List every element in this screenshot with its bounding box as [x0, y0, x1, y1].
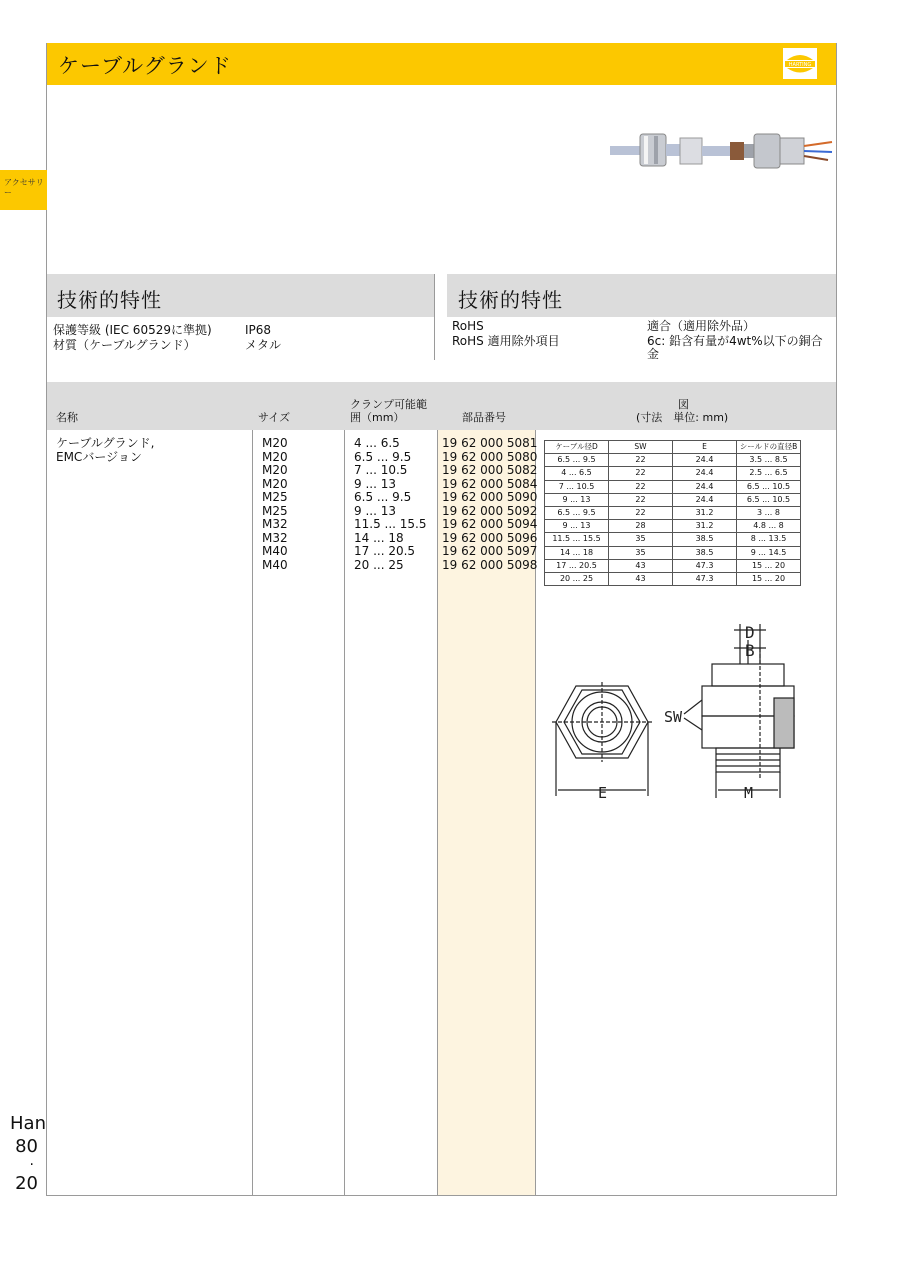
- technical-drawing: [548, 618, 808, 802]
- dims-cell: 22: [609, 493, 673, 506]
- dims-cell: 11.5 ... 15.5: [545, 533, 609, 546]
- size-cell: M40: [262, 544, 288, 558]
- size-column: [262, 437, 288, 572]
- dims-cell: 3.5 ... 8.5: [737, 454, 801, 467]
- dims-cell: 43: [609, 559, 673, 572]
- dims-cell: 38.5: [673, 533, 737, 546]
- dims-cell: 35: [609, 533, 673, 546]
- dims-row: [545, 533, 801, 546]
- part-number-cell: 19 62 000 5096: [442, 530, 538, 545]
- th-name: 名称: [56, 411, 78, 424]
- part-number-cell: 19 62 000 5081: [442, 436, 538, 450]
- part-number-cell: 19 62 000 5092: [442, 503, 538, 518]
- dims-cell: 9 ... 13: [545, 493, 609, 506]
- size-cell: M25: [262, 503, 288, 518]
- size-cell: M32: [262, 517, 288, 531]
- dims-cell: 24.4: [673, 454, 737, 467]
- dims-row: [545, 493, 801, 506]
- size-cell: M25: [262, 490, 288, 504]
- spec-right-label-2: RoHS 適用除外項目: [452, 334, 560, 348]
- th-size: サイズ: [258, 411, 291, 424]
- dims-row: [545, 506, 801, 519]
- dims-cell: 7 ... 10.5: [545, 480, 609, 493]
- dims-header-cell: ケーブル径D: [545, 441, 609, 454]
- dims-cell: 15 ... 20: [737, 572, 801, 585]
- size-cell: M40: [262, 557, 288, 572]
- clamp-cell: 6.5 ... 9.5: [354, 449, 412, 464]
- th-clamp-1: クランプ可能範: [350, 398, 427, 411]
- page-title: ケーブルグランド: [58, 54, 232, 78]
- clamp-cell: 9 ... 13: [354, 476, 396, 491]
- dims-cell: 43: [609, 572, 673, 585]
- clamp-cell: 4 ... 6.5: [354, 436, 400, 450]
- size-cell: M20: [262, 449, 288, 464]
- side-tab-label: アクセサリー: [4, 178, 44, 197]
- spec-left-value-1: IP68: [245, 323, 272, 337]
- spec-right-value-1: 適合（適用除外品）: [647, 319, 756, 333]
- clamp-cell: 9 ... 13: [354, 503, 396, 518]
- part-number-cell: 19 62 000 5082: [442, 463, 538, 477]
- clamp-cell: 17 ... 20.5: [354, 544, 416, 558]
- dims-cell: 4 ... 6.5: [545, 467, 609, 480]
- dims-cell: 8 ... 13.5: [737, 533, 801, 546]
- dims-cell: 47.3: [673, 559, 737, 572]
- spec-left-label-1: 保護等級 (IEC 60529に準拠): [53, 323, 212, 337]
- spec-left-value-2: メタル: [245, 338, 282, 352]
- th-part: 部品番号: [462, 411, 506, 424]
- svg-text:SW: SW: [664, 708, 683, 726]
- svg-text:E: E: [598, 784, 608, 802]
- dims-cell: 6.5 ... 10.5: [737, 480, 801, 493]
- page-number-line3: ·: [29, 1157, 34, 1173]
- part-number-cell: 19 62 000 5084: [442, 476, 538, 491]
- dims-cell: 38.5: [673, 546, 737, 559]
- dims-cell: 14 ... 18: [545, 546, 609, 559]
- part-number-cell: 19 62 000 5080: [442, 449, 538, 464]
- spec-right-label-1: RoHS: [452, 319, 484, 333]
- part-number-cell: 19 62 000 5098: [442, 557, 538, 572]
- th-fig-1: 図: [678, 398, 689, 411]
- svg-text:D: D: [745, 623, 755, 642]
- dims-cell: 3 ... 8: [737, 506, 801, 519]
- page-number-line2: 80: [15, 1136, 38, 1157]
- page-number-line1: Han: [10, 1113, 46, 1134]
- clamp-cell: 7 ... 10.5: [354, 463, 408, 477]
- dims-cell: 6.5 ... 10.5: [737, 493, 801, 506]
- svg-text:M: M: [744, 784, 754, 802]
- dimensions-table: [544, 440, 801, 586]
- dims-cell: 47.3: [673, 572, 737, 585]
- clamp-cell: 11.5 ... 15.5: [354, 517, 427, 531]
- size-cell: M20: [262, 463, 288, 477]
- dims-cell: 24.4: [673, 480, 737, 493]
- size-cell: M32: [262, 530, 288, 545]
- svg-text:HARTING: HARTING: [788, 62, 812, 68]
- product-name: ケーブルグランド, EMCバージョン: [56, 436, 155, 464]
- part-number-cell: 19 62 000 5090: [442, 490, 538, 504]
- dims-cell: 31.2: [673, 506, 737, 519]
- dims-cell: 9 ... 14.5: [737, 546, 801, 559]
- dims-row: [545, 520, 801, 533]
- size-cell: M20: [262, 476, 288, 491]
- dims-cell: 17 ... 20.5: [545, 559, 609, 572]
- dims-cell: 22: [609, 467, 673, 480]
- th-fig-2: (寸法 単位: mm): [636, 411, 729, 424]
- product-photo: [610, 124, 835, 180]
- dims-header-cell: SW: [609, 441, 673, 454]
- dims-header-cell: シールドの直径B: [737, 441, 801, 454]
- clamp-cell: 14 ... 18: [354, 530, 404, 545]
- clamp-cell: 20 ... 25: [354, 557, 404, 572]
- dims-header-cell: E: [673, 441, 737, 454]
- dims-row: [545, 546, 801, 559]
- dims-cell: 24.4: [673, 493, 737, 506]
- dims-cell: 28: [609, 520, 673, 533]
- svg-text:B: B: [745, 641, 755, 660]
- dims-row: [545, 480, 801, 493]
- clamp-cell: 6.5 ... 9.5: [354, 490, 412, 504]
- dims-cell: 6.5 ... 9.5: [545, 454, 609, 467]
- size-cell: M20: [262, 436, 288, 450]
- spec-left-title: 技術的特性: [57, 288, 162, 312]
- dims-cell: 20 ... 25: [545, 572, 609, 585]
- dims-cell: 6.5 ... 9.5: [545, 506, 609, 519]
- th-clamp-2: 囲（mm）: [350, 411, 405, 424]
- dims-cell: 22: [609, 480, 673, 493]
- dims-row: [545, 572, 801, 585]
- page-number-line4: 20: [15, 1173, 38, 1194]
- clamp-column: [354, 437, 427, 572]
- dims-row: [545, 454, 801, 467]
- dims-cell: 31.2: [673, 520, 737, 533]
- harting-logo: [781, 46, 819, 81]
- part-column: [442, 437, 537, 572]
- dims-row: [545, 467, 801, 480]
- dims-cell: 22: [609, 506, 673, 519]
- part-number-cell: 19 62 000 5097: [442, 544, 538, 558]
- dims-row: [545, 559, 801, 572]
- part-number-cell: 19 62 000 5094: [442, 517, 538, 531]
- spec-right-value-2: 6c: 鉛含有量が4wt%以下の銅合金: [647, 334, 823, 361]
- dims-cell: 4.8 ... 8: [737, 520, 801, 533]
- dims-cell: 24.4: [673, 467, 737, 480]
- dims-cell: 22: [609, 454, 673, 467]
- dims-cell: 35: [609, 546, 673, 559]
- dims-cell: 15 ... 20: [737, 559, 801, 572]
- dims-cell: 2.5 ... 6.5: [737, 467, 801, 480]
- dims-cell: 9 ... 13: [545, 520, 609, 533]
- spec-right-title: 技術的特性: [458, 288, 563, 312]
- spec-left-label-2: 材質（ケーブルグランド）: [53, 338, 196, 352]
